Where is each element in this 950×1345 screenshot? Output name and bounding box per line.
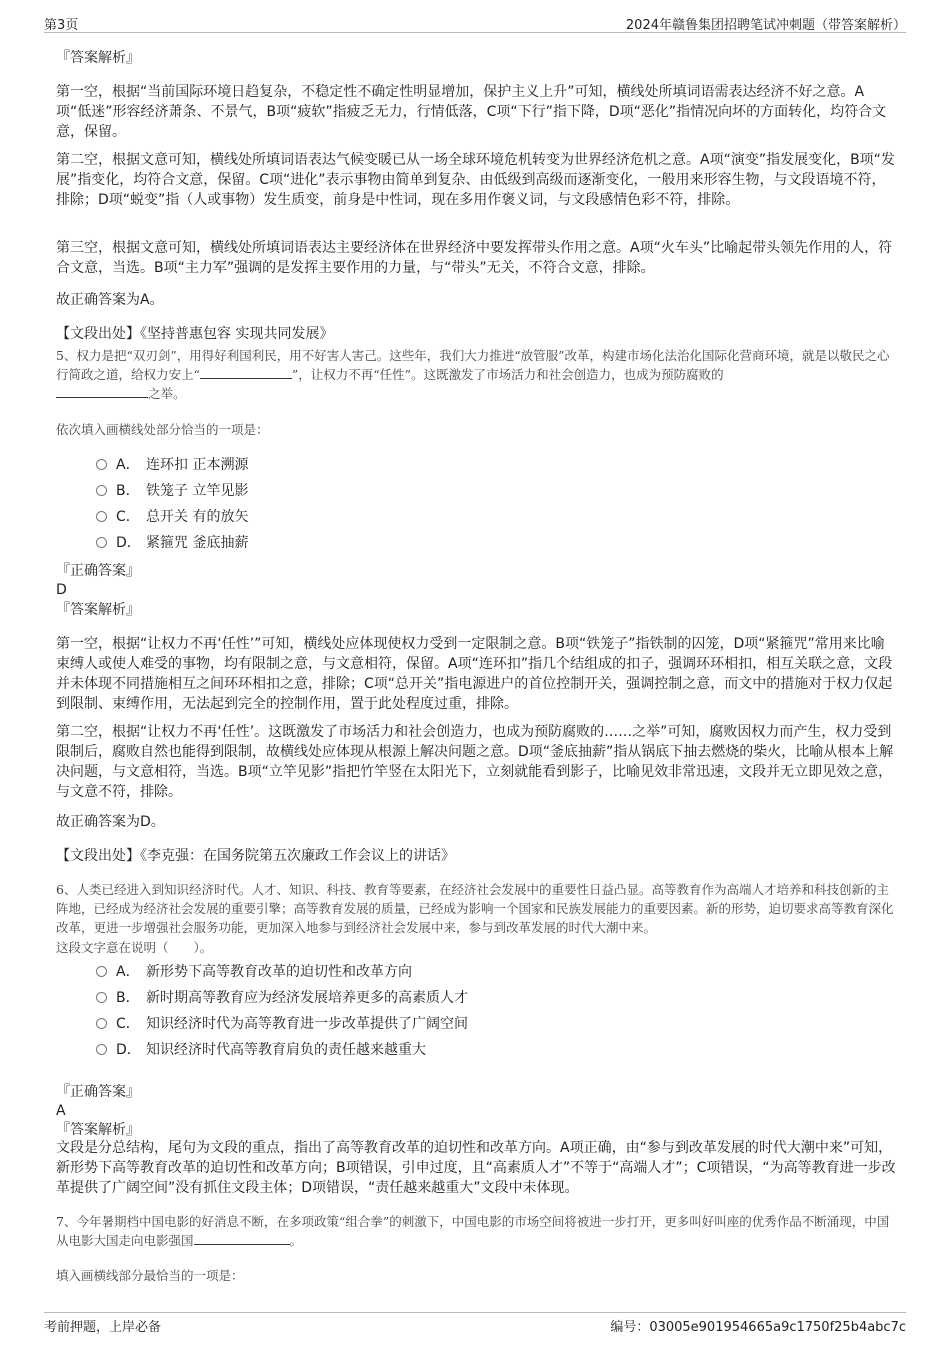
q5-answer: D <box>56 582 67 598</box>
radio-icon[interactable] <box>96 537 107 548</box>
q4-analysis-label: 『答案解析』 <box>56 50 140 66</box>
page-number: 第3页 <box>44 18 79 33</box>
q5-analysis-p2: 第二空，根据“让权力不再‘任性’。这既激发了市场活力和社会创造力，也成为预防腐败的……之举”可知，腐败因权力而产生，权力受到限制后，腐败自然也能得到限制，故横线处应体现从根源上解决问题之意。D项“釜底抽薪”指从锅底下抽去燃烧的柴火，比喻从根本上解决问题，与文意相符，当选。B项“立竿见影”指把竹竿竖在太阳光下，立刻就能看到影子，比喻见效非常迅速，文段并无立即见效之意，与文意不符，排除。 <box>56 724 894 800</box>
document-title: 2024年赣鲁集团招聘笔试冲刺题（带答案解析） <box>625 18 906 33</box>
q5-analysis-label: 『答案解析』 <box>56 602 140 618</box>
radio-icon[interactable] <box>96 1018 107 1029</box>
q4-analysis-p2: 第二空，根据文意可知，横线处所填词语表达气候变暖已从一场全球环境危机转变为世界经济危机之意。A项“演变”指发展变化，B项“发展”指变化，均符合文意，保留。C项“进化”表示事物由简单到复杂、由低级到高级而逐渐变化，一般用来形容生物，与文段语境不符，排除；D项“蜕变”指（人或事物）发生质变，前身是中性词，现在多用作褒义词，与文段感情色彩不符，排除。 <box>56 152 895 208</box>
q6-answer: A <box>56 1103 66 1119</box>
fill-blank-3 <box>194 1232 290 1245</box>
q5-answer-label: 『正确答案』 <box>56 563 140 579</box>
q6-analysis-label: 『答案解析』 <box>56 1122 140 1138</box>
q4-analysis-p3: 第三空，根据文意可知，横线处所填词语表达主要经济体在世界经济中要发挥带头作用之意。A项“火车头”比喻起带头领先作用的人，符合文意，当选。B项“主力军”强调的是发挥主要作用的力量，与“带头”无关，不符合文意，排除。 <box>56 240 893 276</box>
q6-option-d[interactable]: D． 知识经济时代高等教育肩负的责任越来越重大 <box>96 1040 426 1060</box>
document-code: 编号：03005e901954665a9c1750f25b4abc7c <box>610 1320 906 1335</box>
q7-stem: 7、今年暑期档中国电影的好消息不断，在多项政策“组合拳”的刺激下，中国电影的市场空间将被进一步打开，更多叫好叫座的优秀作品不断涌现，中国从电影大国走向电影强国 。 <box>56 1214 890 1248</box>
q6-prompt: 这段文字意在说明（ ）。 <box>56 940 213 955</box>
q4-analysis-p1: 第一空，根据“当前国际环境日趋复杂，不稳定性不确定性明显增加，保护主义上升”可知，横线处所填词语需表达经济不好之意。A项“低迷”形容经济萧条、不景气，B项“疲软”指疲乏无力，行情低落，C项“下行”指下降，D项“恶化”指情况向坏的方面转化，均符合文意，保留。 <box>56 84 887 140</box>
q5-option-d[interactable]: D． 紧箍咒 釜底抽薪 <box>96 533 248 553</box>
q6-answer-label: 『正确答案』 <box>56 1084 140 1100</box>
page-header <box>44 12 906 33</box>
q4-conclusion: 故正确答案为A。 <box>56 292 164 308</box>
page-footer <box>44 1312 906 1335</box>
q5-option-c[interactable]: C． 总开关 有的放矢 <box>96 507 248 527</box>
q6-option-b[interactable]: B． 新时期高等教育应为经济发展培养更多的高素质人才 <box>96 988 468 1008</box>
radio-icon[interactable] <box>96 485 107 496</box>
radio-icon[interactable] <box>96 1044 107 1055</box>
q5-analysis-p1: 第一空，根据“让权力不再‘任性’”可知，横线处应体现使权力受到一定限制之意。B项“铁笼子”指铁制的囚笼，D项“紧箍咒”常用来比喻束缚人或使人难受的事物，均有限制之意，与文意相符，保留。A项“连环扣”指几个结组成的扣子，强调环环相扣，相互关联之意，文段并未体现不同措施相互之间环环相扣之意，排除；C项“总开关”指电源进户的首位控制开关，强调控制之意，而文中的措施对于权力仅起到限制、束缚作用，无法起到完全的控制作用，置于此处程度过重，排除。 <box>56 636 893 712</box>
q5-option-b[interactable]: B． 铁笼子 立竿见影 <box>96 481 248 501</box>
q5-source: 【文段出处】《李克强：在国务院第五次廉政工作会议上的讲话》 <box>56 848 455 864</box>
q7-prompt: 填入画横线部分最恰当的一项是： <box>56 1268 244 1283</box>
q5-stem: 5、权力是把“双刃剑”，用得好利国利民，用不好害人害己。这些年，我们大力推进“放管服”改革，构建市场化法治化国际化营商环境，就是以敬民之心行简政之道，给权力安上“ ”，让权力不再“任性”。这既激发了市场活力和社会创造力，也成为预防腐败的 之举。 <box>56 348 890 401</box>
radio-icon[interactable] <box>96 511 107 522</box>
q5-conclusion: 故正确答案为D。 <box>56 814 165 830</box>
q6-analysis: 文段是分总结构，尾句为文段的重点，指出了高等教育改革的迫切性和改革方向。A项正确，由“参与到改革发展的时代大潮中来”可知，新形势下高等教育改革的迫切性和改革方向；B项错误，引申过度，且“高素质人才”不等于“高端人才”；C项错误，“为高等教育进一步改革提供了广阔空间”没有抓住文段主体；D项错误，“责任越来越重大”文段中未体现。 <box>56 1140 896 1196</box>
q5-option-a[interactable]: A． 连环扣 正本溯源 <box>96 455 248 475</box>
q6-stem: 6、人类已经进入到知识经济时代。人才、知识、科技、教育等要素，在经济社会发展中的重要性日益凸显。高等教育作为高端人才培养和科技创新的主阵地，已经成为经济社会发展的重要引擎；高等教育发展的质量，已经成为影响一个国家和民族发展能力的重要因素。新的形势，迫切要求高等教育深化改革，更进一步增强社会服务功能，更加深入地参与到经济社会发展中来，参与到改革发展的时代大潮中来。 <box>56 882 894 935</box>
radio-icon[interactable] <box>96 992 107 1003</box>
q4-source: 【文段出处】《坚持普惠包容 实现共同发展》 <box>56 326 334 342</box>
q6-option-c[interactable]: C． 知识经济时代为高等教育进一步改革提供了广阔空间 <box>96 1014 468 1034</box>
radio-icon[interactable] <box>96 966 107 977</box>
fill-blank-1 <box>200 366 292 379</box>
q6-option-a[interactable]: A． 新形势下高等教育改革的迫切性和改革方向 <box>96 962 412 982</box>
fill-blank-2 <box>56 385 148 398</box>
q5-prompt: 依次填入画横线处部分恰当的一项是： <box>56 422 269 437</box>
radio-icon[interactable] <box>96 459 107 470</box>
footer-slogan: 考前押题，上岸必备 <box>44 1320 162 1335</box>
